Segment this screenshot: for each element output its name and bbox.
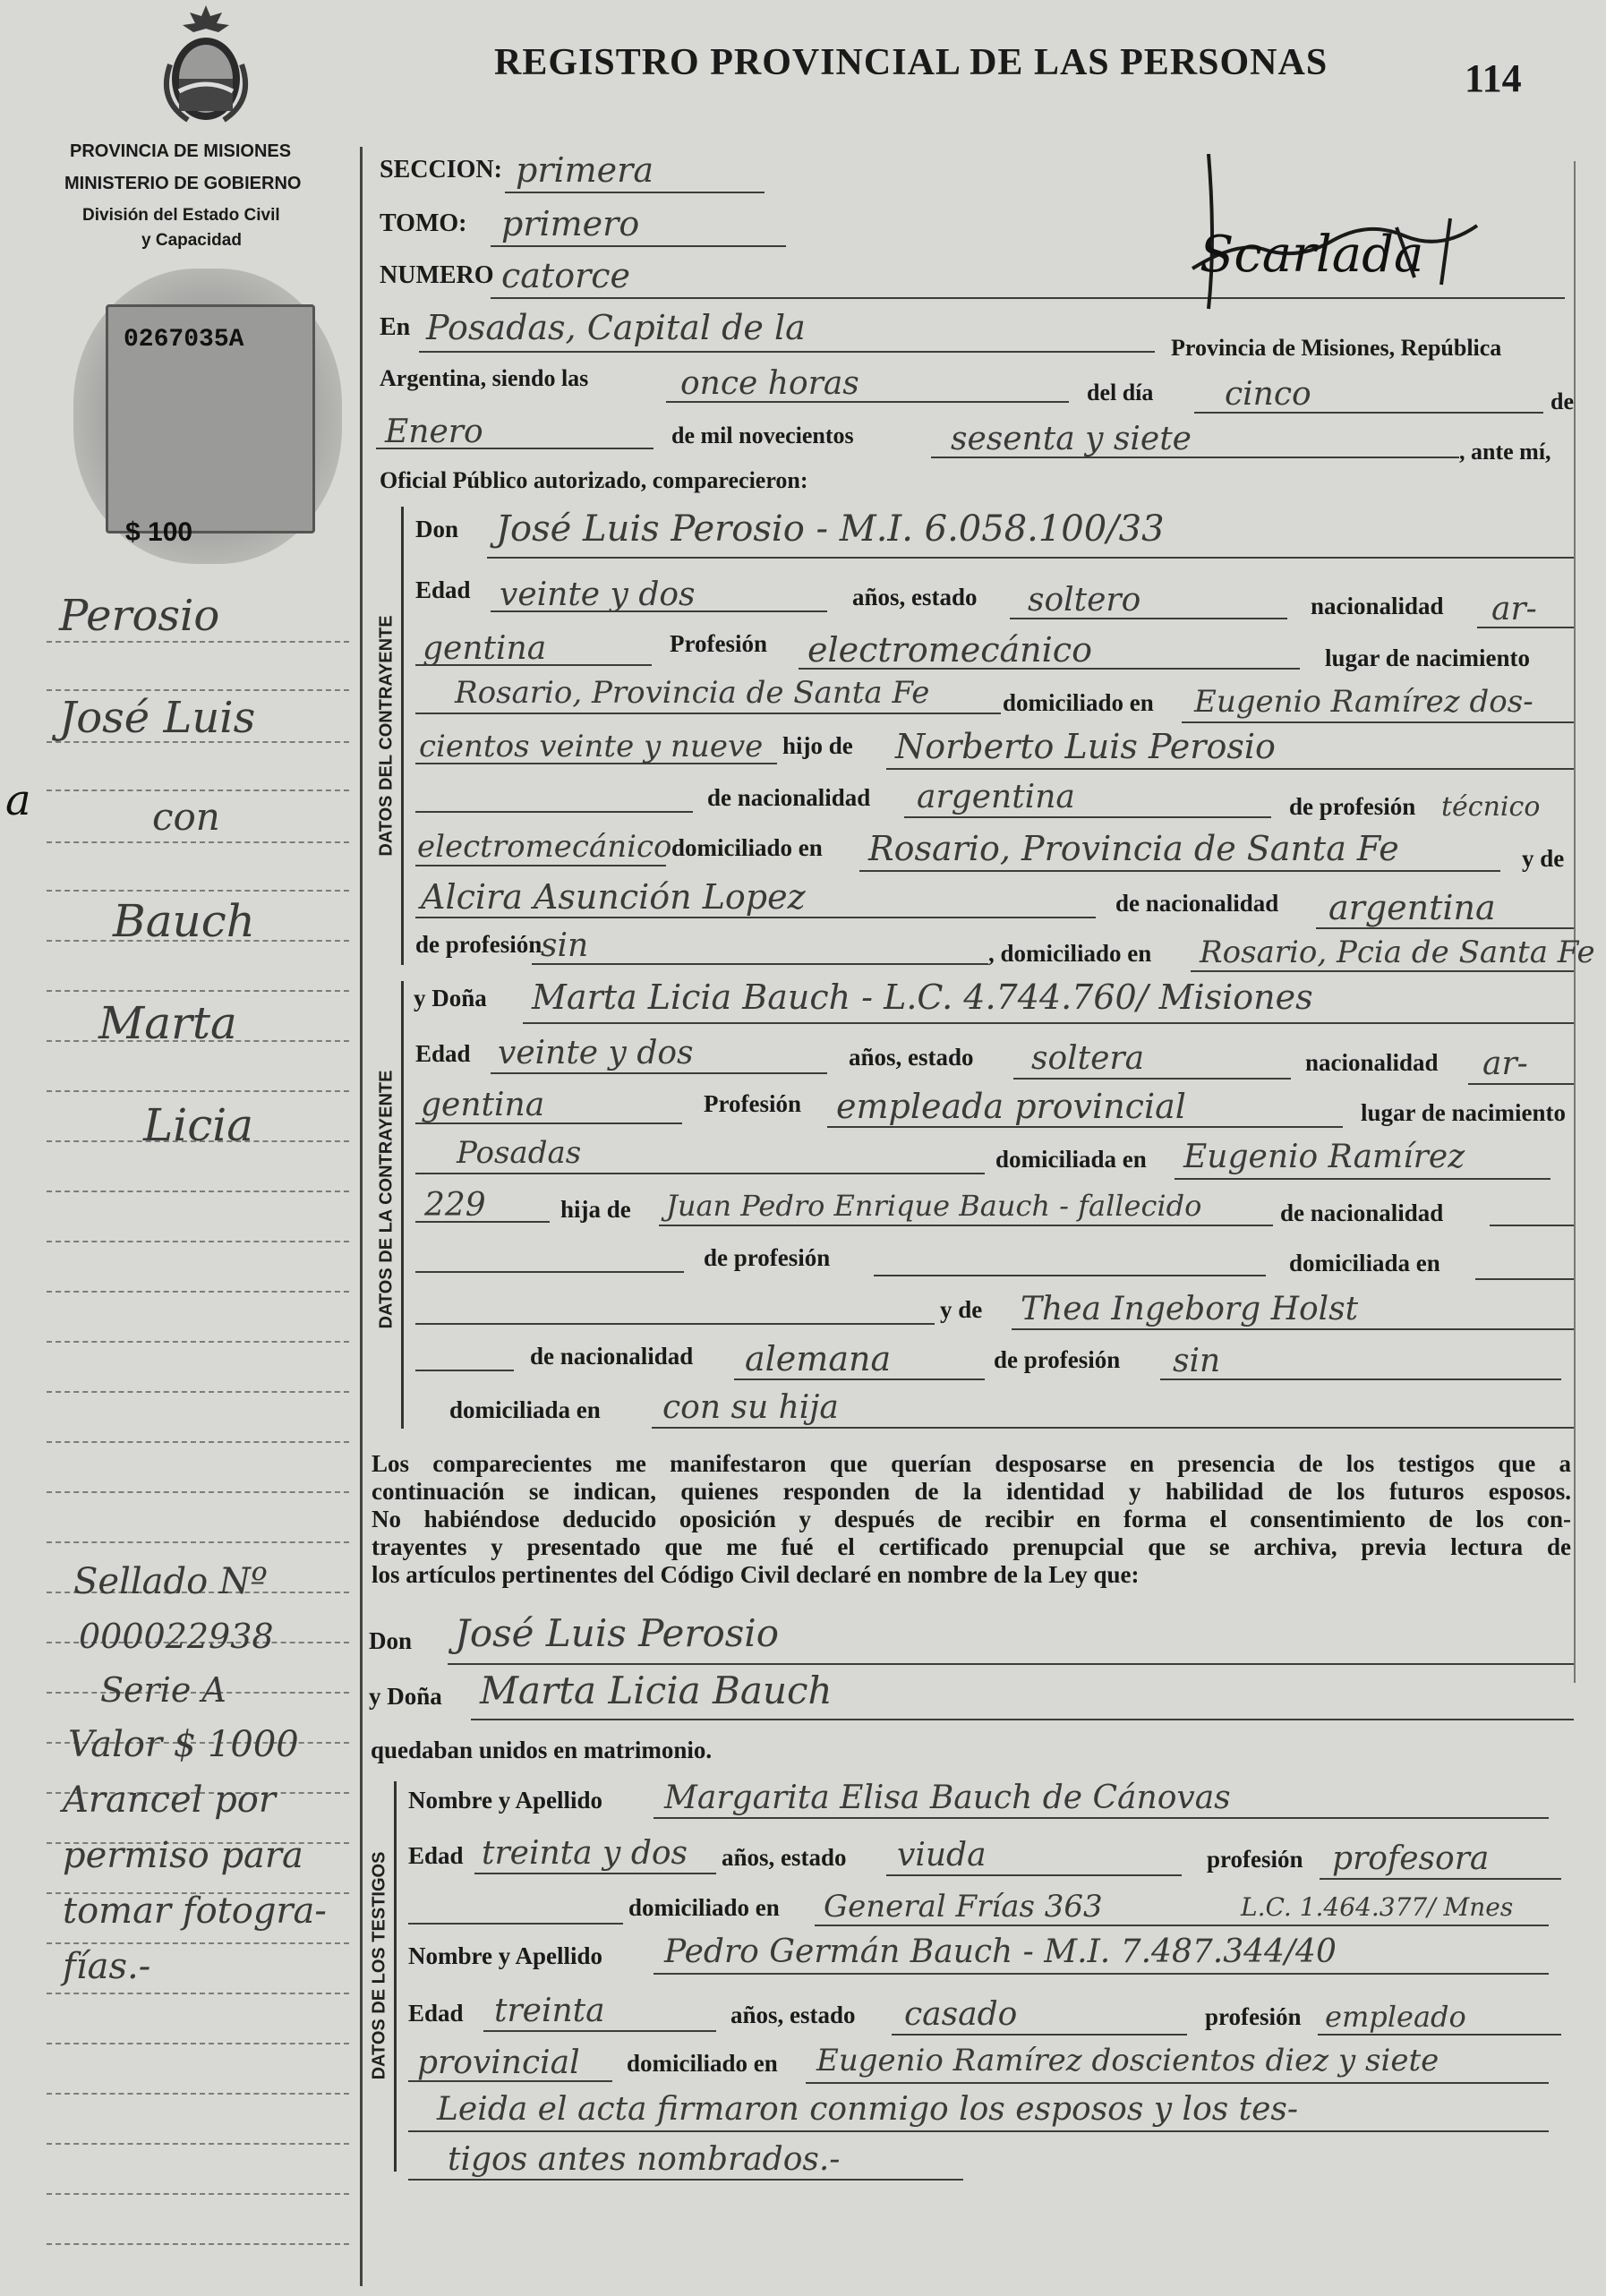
novio-edad-line: [491, 610, 827, 612]
testigo2-dom-line: [806, 2082, 1549, 2084]
testigo1-prof-line: [1320, 1878, 1561, 1880]
testigo1-edad-line: [474, 1873, 716, 1874]
padre-nac-pre-line: [415, 811, 693, 813]
testigo2-dom: Eugenio Ramírez doscientos diez y siete: [816, 2043, 1439, 2078]
novia-padre-nac-line: [1490, 1225, 1574, 1226]
testigos-section-label: DATOS DE LOS TESTIGOS: [369, 1851, 389, 2080]
novia-madre-line: [1012, 1328, 1574, 1330]
testigo1-doc: L.C. 1.464.377/ Mnes: [1241, 1892, 1514, 1922]
novio-estado-line: [1010, 618, 1287, 619]
testigo1-dom-pre-line: [408, 1923, 623, 1925]
dia-label: del día: [1087, 380, 1154, 405]
margin-rule: [47, 1942, 349, 1944]
lugar-line: [419, 351, 1155, 353]
novio-padre: Norberto Luis Perosio: [895, 727, 1276, 766]
testigo2-prof-b: provincial: [417, 2044, 580, 2081]
novio-dom-line-a: [1182, 721, 1574, 723]
novio-dom-line-b: [415, 763, 777, 764]
testigo1-estado: viuda: [897, 1837, 987, 1874]
domiciliado-label-3: , domiciliado en: [988, 940, 1152, 967]
margin-rule: [47, 1993, 349, 1994]
edad-label: Edad: [415, 576, 471, 603]
provincia-text: Provincia de Misiones, República: [1171, 335, 1502, 361]
dia-value: cinco: [1225, 376, 1311, 413]
novia-nacionalidad-b: gentina: [421, 1087, 545, 1123]
lugar-nac-label-2: lugar de nacimiento: [1361, 1099, 1566, 1126]
madre-nac: argentina: [1328, 888, 1496, 927]
margin-note-8: fías.-: [63, 1946, 151, 1987]
novia-lugar-nac: Posadas: [457, 1135, 582, 1171]
testigo2-prof-a: empleado: [1325, 2000, 1466, 2034]
domiciliada-label-2: domiciliada en: [1289, 1250, 1440, 1276]
domiciliado-label-2: domiciliado en: [671, 834, 823, 861]
horas-value: once horas: [680, 365, 859, 402]
profesion-label-2: Profesión: [704, 1090, 801, 1117]
margin-rule: [47, 1191, 349, 1192]
coat-of-arms-icon: [152, 2, 260, 127]
argentina-text: Argentina, siendo las: [380, 365, 589, 391]
province-label: PROVINCIA DE MISIONES: [70, 141, 292, 161]
novia-profesion: empleada provincial: [836, 1087, 1186, 1126]
novio-profesion: electromecánico: [807, 630, 1092, 670]
novia-nac-line-a: [1468, 1083, 1574, 1085]
de-nacionalidad-label: de nacionalidad: [707, 784, 871, 811]
margin-note-5: Arancel por: [63, 1780, 277, 1821]
declaration-line-3: No habiéndose deducido oposición y después de recibir en forma el consentimiento de los con-: [372, 1506, 1571, 1532]
testigo1-estado-line: [886, 1874, 1182, 1876]
novio-padre-line: [886, 768, 1574, 770]
seccion-line: [505, 192, 765, 193]
margin-name-4: Bauch: [113, 895, 255, 947]
anios-estado-label-2: años, estado: [849, 1044, 974, 1071]
novio-edad: veinte y dos: [500, 576, 696, 613]
margin-rule: [47, 2143, 349, 2145]
esposo-nombre: José Luis Perosio: [455, 1611, 780, 1655]
nacionalidad-label: nacionalidad: [1311, 593, 1444, 619]
novia-nombre-line: [523, 1022, 1574, 1024]
margin-name-5: Marta: [98, 997, 237, 1049]
numero-value: catorce: [501, 256, 631, 295]
madre-prof: sin: [541, 927, 589, 964]
margin-name-1: Perosio: [59, 591, 220, 641]
anio-line: [931, 457, 1459, 458]
numero-label: NUMERO: [380, 261, 494, 289]
profesion-label-4: profesión: [1205, 2003, 1302, 2030]
testigo1-dom: General Frías 363: [824, 1889, 1103, 1925]
domiciliado-label: domiciliado en: [1003, 689, 1154, 716]
margin-name-2: José Luis: [59, 693, 256, 743]
novia-padre-line: [659, 1225, 1273, 1226]
margin-rule: [47, 990, 349, 992]
anios-estado-label-4: años, estado: [730, 2002, 856, 2028]
de-profesion-label-4: de profesión: [994, 1346, 1121, 1373]
margin-rule: [47, 1291, 349, 1293]
edad-label-2: Edad: [415, 1040, 471, 1067]
domiciliada-label: domiciliada en: [995, 1146, 1147, 1173]
anios-estado-label: años, estado: [852, 584, 978, 610]
novia-padre: Juan Pedro Enrique Bauch - fallecido: [666, 1189, 1202, 1223]
novia-madre-prof-line: [1160, 1378, 1561, 1380]
margin-note-2: 000022938: [79, 1617, 274, 1656]
mes-line: [376, 448, 654, 449]
margin-mark: a: [5, 775, 31, 825]
margin-rule: [47, 1541, 349, 1543]
tomo-line: [491, 245, 786, 247]
margin-rule: [47, 841, 349, 843]
novia-padre-dom-line: [1475, 1278, 1574, 1280]
contrayente-bracket: [401, 507, 404, 965]
lugar-value: Posadas, Capital de la: [426, 308, 806, 347]
novio-nacionalidad-a: ar-: [1491, 591, 1537, 627]
novio-madre: Alcira Asunción Lopez: [421, 877, 806, 917]
testigo1-dom-line: [815, 1925, 1549, 1926]
contrayenta-bracket: [401, 981, 404, 1429]
novia-nacionalidad-a: ar-: [1482, 1046, 1528, 1082]
padre-prof-a: técnico: [1441, 791, 1541, 823]
novia-edad-line: [491, 1072, 827, 1074]
padre-nac-line: [904, 816, 1271, 818]
anio-label: de mil novecientos: [671, 422, 854, 448]
novia-madre-prof: sin: [1173, 1343, 1221, 1379]
declaration-line-5: los artículos pertinentes del Código Civil declaré en nombre de la Ley que:: [372, 1561, 1140, 1588]
novio-estado: soltero: [1028, 582, 1141, 619]
de-profesion-label-3: de profesión: [704, 1244, 831, 1271]
right-edge-rule: [1574, 161, 1576, 1683]
contrayente-section-label: DATOS DEL CONTRAYENTE: [376, 615, 397, 857]
novio-nombre: José Luis Perosio - M.I. 6.058.100/33: [496, 508, 1165, 550]
margin-rule: [47, 2243, 349, 2245]
madre-nac-line: [1316, 927, 1574, 929]
novia-prof-line: [827, 1126, 1343, 1128]
madre-dom: Rosario, Pcia de Santa Fe: [1200, 935, 1595, 970]
margin-note-6: permiso para: [63, 1835, 303, 1876]
novio-nac-line-b: [415, 664, 652, 666]
declaration-line-2: continuación se indican, quienes responden de la identidad y habilidad de los futuros esposos.: [372, 1478, 1571, 1505]
testigo1-edad: treinta y dos: [482, 1835, 688, 1872]
closing-line-b-rule: [408, 2179, 963, 2181]
y-de-label-2: y de: [940, 1296, 983, 1323]
esposa-line: [471, 1719, 1574, 1720]
domiciliado-label-5: domiciliado en: [627, 2050, 778, 2077]
esposa-nombre: Marta Licia Bauch: [480, 1669, 833, 1712]
en-label: En: [380, 313, 411, 341]
testigo1-nombre-line: [654, 1817, 1549, 1819]
stamp-number: 0267035A: [124, 326, 244, 354]
unidos-text: quedaban unidos en matrimonio.: [371, 1737, 713, 1763]
novio-domicilio-a: Eugenio Ramírez dos-: [1194, 684, 1533, 720]
margin-note-7: tomar fotogra-: [63, 1891, 327, 1932]
anio-value: sesenta y siete: [951, 421, 1192, 457]
novia-edad: veinte y dos: [498, 1035, 694, 1071]
seccion-value: primera: [516, 150, 654, 190]
profesion-label: Profesión: [670, 630, 767, 657]
edad-label-4: Edad: [408, 2000, 464, 2027]
novia-dom-line-a: [1175, 1178, 1550, 1180]
nombre-apellido-label-2: Nombre y Apellido: [408, 1942, 603, 1969]
oficial-text: Oficial Público autorizado, comparecieron:: [380, 467, 808, 493]
novia-estado-line: [1013, 1078, 1291, 1080]
dia-line: [1194, 412, 1543, 414]
nombre-apellido-label: Nombre y Apellido: [408, 1787, 603, 1814]
testigo1-prof: profesora: [1332, 1840, 1490, 1877]
don-label-2: Don: [369, 1627, 413, 1654]
padre-dom-line: [859, 870, 1500, 872]
de-nacionalidad-label-3: de nacionalidad: [1280, 1199, 1444, 1226]
novia-padre-dom-line-2: [415, 1323, 935, 1325]
tomo-label: TOMO:: [380, 209, 467, 237]
novio-lugar-nac: Rosario, Provincia de Santa Fe: [455, 675, 930, 711]
novio-domicilio-b: cientos veinte y nueve: [419, 729, 764, 764]
closing-line-a: Leida el acta firmaron conmigo los esposos y los tes-: [437, 2091, 1299, 2128]
y-de-label: y de: [1522, 845, 1565, 872]
horas-line: [666, 401, 1069, 403]
esposo-line: [448, 1663, 1574, 1665]
novia-dom-line-b: [415, 1221, 550, 1223]
novia-domicilio-b: 229: [424, 1187, 486, 1224]
novio-madre-line: [415, 917, 1096, 918]
dona-label: y Doña: [414, 985, 487, 1011]
novia-domicilio-a: Eugenio Ramírez: [1183, 1139, 1465, 1175]
margin-rule: [47, 1090, 349, 1092]
testigo2-nombre: Pedro Germán Bauch - M.I. 7.487.344/40: [664, 1933, 1337, 1970]
page-title: REGISTRO PROVINCIAL DE LAS PERSONAS: [494, 42, 1328, 83]
margin-rule: [47, 790, 349, 791]
anios-estado-label-3: años, estado: [722, 1844, 847, 1871]
padre-prof-line: [415, 865, 666, 866]
madre-prof-line: [532, 963, 988, 965]
novia-padre-prof-line: [874, 1275, 1266, 1276]
hijo-de-label: hijo de: [782, 732, 853, 759]
domiciliado-label-4: domiciliado en: [628, 1894, 780, 1921]
domiciliada-label-3: domiciliada en: [449, 1396, 601, 1423]
margin-name-3: con: [152, 795, 220, 839]
de-label: de: [1550, 388, 1574, 414]
profesion-label-3: profesión: [1207, 1846, 1303, 1873]
de-profesion-label-2: de profesión: [415, 931, 542, 958]
ante-mi: , ante mí,: [1459, 439, 1551, 465]
padre-nac: argentina: [917, 779, 1075, 815]
left-rule: [360, 147, 363, 2286]
ministry-label: MINISTERIO DE GOBIERNO: [64, 174, 302, 193]
testigo2-edad: treinta: [494, 1993, 605, 2029]
padre-prof-b: electromecánico: [417, 829, 672, 865]
testigo2-estado: casado: [904, 1996, 1018, 2033]
novia-madre-pre-line: [415, 1370, 514, 1371]
margin-rule: [47, 1241, 349, 1242]
madre-dom-line: [1191, 970, 1574, 972]
testigo2-prof-line: [1318, 2034, 1561, 2036]
margin-rule: [47, 1391, 349, 1393]
novia-madre-dom-line: [652, 1427, 1574, 1429]
novio-nac-line-a: [1477, 627, 1574, 628]
novia-padre-nac-line-2: [415, 1271, 684, 1273]
seccion-label: SECCION:: [380, 156, 502, 184]
margin-rule: [47, 1491, 349, 1493]
de-nacionalidad-label-4: de nacionalidad: [530, 1343, 694, 1370]
nacionalidad-label-2: nacionalidad: [1305, 1049, 1439, 1076]
testigo2-prof-b-line: [408, 2080, 612, 2082]
lugar-nac-label: lugar de nacimiento: [1325, 644, 1530, 671]
official-signature: [1110, 143, 1486, 322]
testigo2-estado-line: [892, 2034, 1187, 2036]
mes-value: Enero: [385, 414, 483, 450]
novio-nombre-line: [487, 557, 1574, 559]
de-profesion-label: de profesión: [1289, 793, 1416, 820]
testigo2-nombre-line: [654, 1973, 1549, 1975]
novia-estado: soltera: [1031, 1040, 1145, 1077]
novio-prof-line: [799, 668, 1300, 670]
padre-dom: Rosario, Provincia de Santa Fe: [868, 829, 1399, 868]
hija-de-label: hija de: [560, 1196, 631, 1223]
testigo1-nombre: Margarita Elisa Bauch de Cánovas: [664, 1780, 1231, 1816]
margin-note-1: Sellado Nº: [73, 1561, 268, 1602]
margin-rule: [47, 2193, 349, 2195]
margin-rule: [47, 689, 349, 691]
signature-text: Scarlada: [1200, 226, 1424, 284]
de-nacionalidad-label-2: de nacionalidad: [1115, 890, 1279, 917]
declaration-paragraph: [372, 1450, 1571, 1589]
division-label-2: y Capacidad: [141, 231, 242, 250]
closing-line-a-rule: [408, 2130, 1549, 2132]
margin-rule: [47, 2043, 349, 2044]
testigos-bracket: [394, 1781, 397, 2172]
margin-name-6: Licia: [143, 1099, 253, 1151]
declaration-line-4: trayentes y presentado que me fué el certificado prenupcial que se archiva, previa lectura de: [372, 1533, 1571, 1560]
testigo2-edad-line: [483, 2030, 716, 2032]
novia-nombre: Marta Licia Bauch - L.C. 4.744.760/ Misiones: [532, 977, 1313, 1017]
novia-madre-dom: con su hija: [662, 1389, 839, 1426]
stamp-value: $ 100: [125, 517, 193, 547]
margin-rule: [47, 1441, 349, 1443]
contrayenta-section-label: DATOS DE LA CONTRAYENTE: [376, 1070, 397, 1329]
edad-label-3: Edad: [408, 1842, 464, 1869]
novia-madre: Thea Ingeborg Holst: [1021, 1291, 1359, 1327]
novia-madre-nac-line: [734, 1378, 985, 1380]
margin-rule: [47, 641, 349, 643]
closing-line-b: tigos antes nombrados.-: [448, 2141, 841, 2178]
margin-rule: [47, 1341, 349, 1343]
margin-note-3: Serie A: [100, 1670, 226, 1710]
don-label: Don: [415, 516, 459, 542]
margin-note-4: Valor $ 1000: [68, 1724, 299, 1765]
novio-nacionalidad-b: gentina: [423, 630, 547, 667]
division-label: División del Estado Civil: [82, 206, 280, 225]
novia-nac-line-b: [415, 1122, 682, 1124]
novio-lugar-line: [415, 713, 1001, 714]
novia-lugar-line: [415, 1173, 985, 1174]
novia-madre-nac: alemana: [745, 1339, 892, 1378]
declaration-line-1: Los comparecientes me manifestaron que querían desposarse en presencia de los testigos que a: [372, 1450, 1571, 1477]
tomo-value: primero: [501, 204, 640, 243]
page-number: 114: [1465, 56, 1522, 100]
dona-label-2: y Doña: [369, 1683, 442, 1710]
margin-rule: [47, 2093, 349, 2095]
margin-rule: [47, 890, 349, 892]
